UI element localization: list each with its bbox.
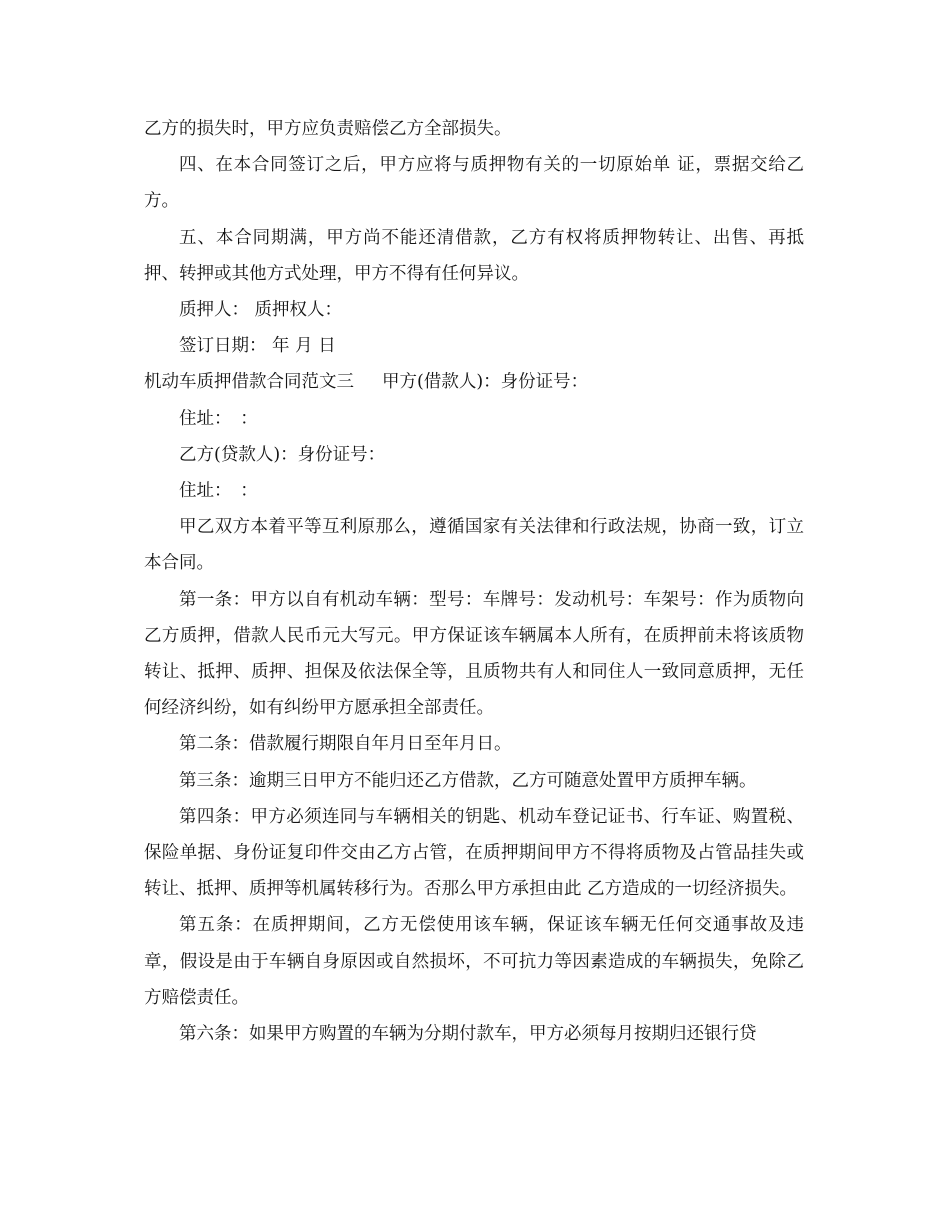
article-two: 第二条：借款履行期限自年月日至年月日。 (179, 734, 512, 755)
article-three: 第三条：逾期三日甲方不能归还乙方借款，乙方可随意处置甲方质押车辆。 (179, 770, 757, 791)
party-b-line: 乙方(贷款人)：身份证号： (179, 444, 386, 465)
paragraph-signing-date: 签订日期： 年 月 日 (179, 336, 336, 357)
article-one: 第一条：甲方以自有机动车辆：型号：车牌号：发动机号：车架号：作为质物向乙方质押，借款人民币元大写元。甲方保证该车辆属本人所有，在质押前未将该质物转让、抵押、质押、担保及依法保全等，且质物共有人和同住人一致同意质押，无任何经济纠纷，如有纠纷甲方愿承担全部责任。 (144, 589, 804, 719)
article-six: 第六条：如果甲方购置的车辆为分期付款车，甲方必须每月按期归还银行贷 (179, 1024, 757, 1045)
document-body (144, 111, 804, 1052)
section-title: 机动车质押借款合同范文三 (144, 372, 354, 393)
article-five: 第五条：在质押期间，乙方无偿使用该车辆，保证该车辆无任何交通事故及违章，假设是由于车辆自身原因或自然损坏，不可抗力等因素造成的车辆损失，免除乙方赔偿责任。 (144, 915, 804, 1008)
party-a-address: 住址： ： (179, 408, 258, 429)
paragraph-loss-compensation: 乙方的损失时，甲方应负责赔偿乙方全部损失。 (144, 119, 512, 139)
section-heading-line (144, 364, 804, 400)
article-four: 第四条：甲方必须连同与车辆相关的钥匙、机动车登记证书、行车证、购置税、保险单据、身份证复印件交由乙方占管，在质押期间甲方不得将质物及占管品挂失或转让、抵押、质押等机属转移行为。否那么甲方承担由此 乙方造成的一切经济损失。 (144, 806, 804, 900)
paragraph-preamble: 甲乙双方本着平等互利原那么，遵循国家有关法律和行政法规，协商一致，订立本合同。 (144, 517, 804, 574)
paragraph-clause-five: 五、本合同期满，甲方尚不能还清借款，乙方有权将质押物转让、出售、再抵押、转押或其他方式处理，甲方不得有任何异议。 (144, 227, 804, 284)
paragraph-clause-four: 四、在本合同签订之后，甲方应将与质押物有关的一切原始单 证，票据交给乙方。 (144, 155, 804, 212)
party-a-line: 甲方(借款人)：身份证号： (382, 372, 589, 393)
party-b-address: 住址： ： (179, 481, 258, 502)
paragraph-pledge-parties: 质押人： 质押权人： (179, 300, 343, 321)
